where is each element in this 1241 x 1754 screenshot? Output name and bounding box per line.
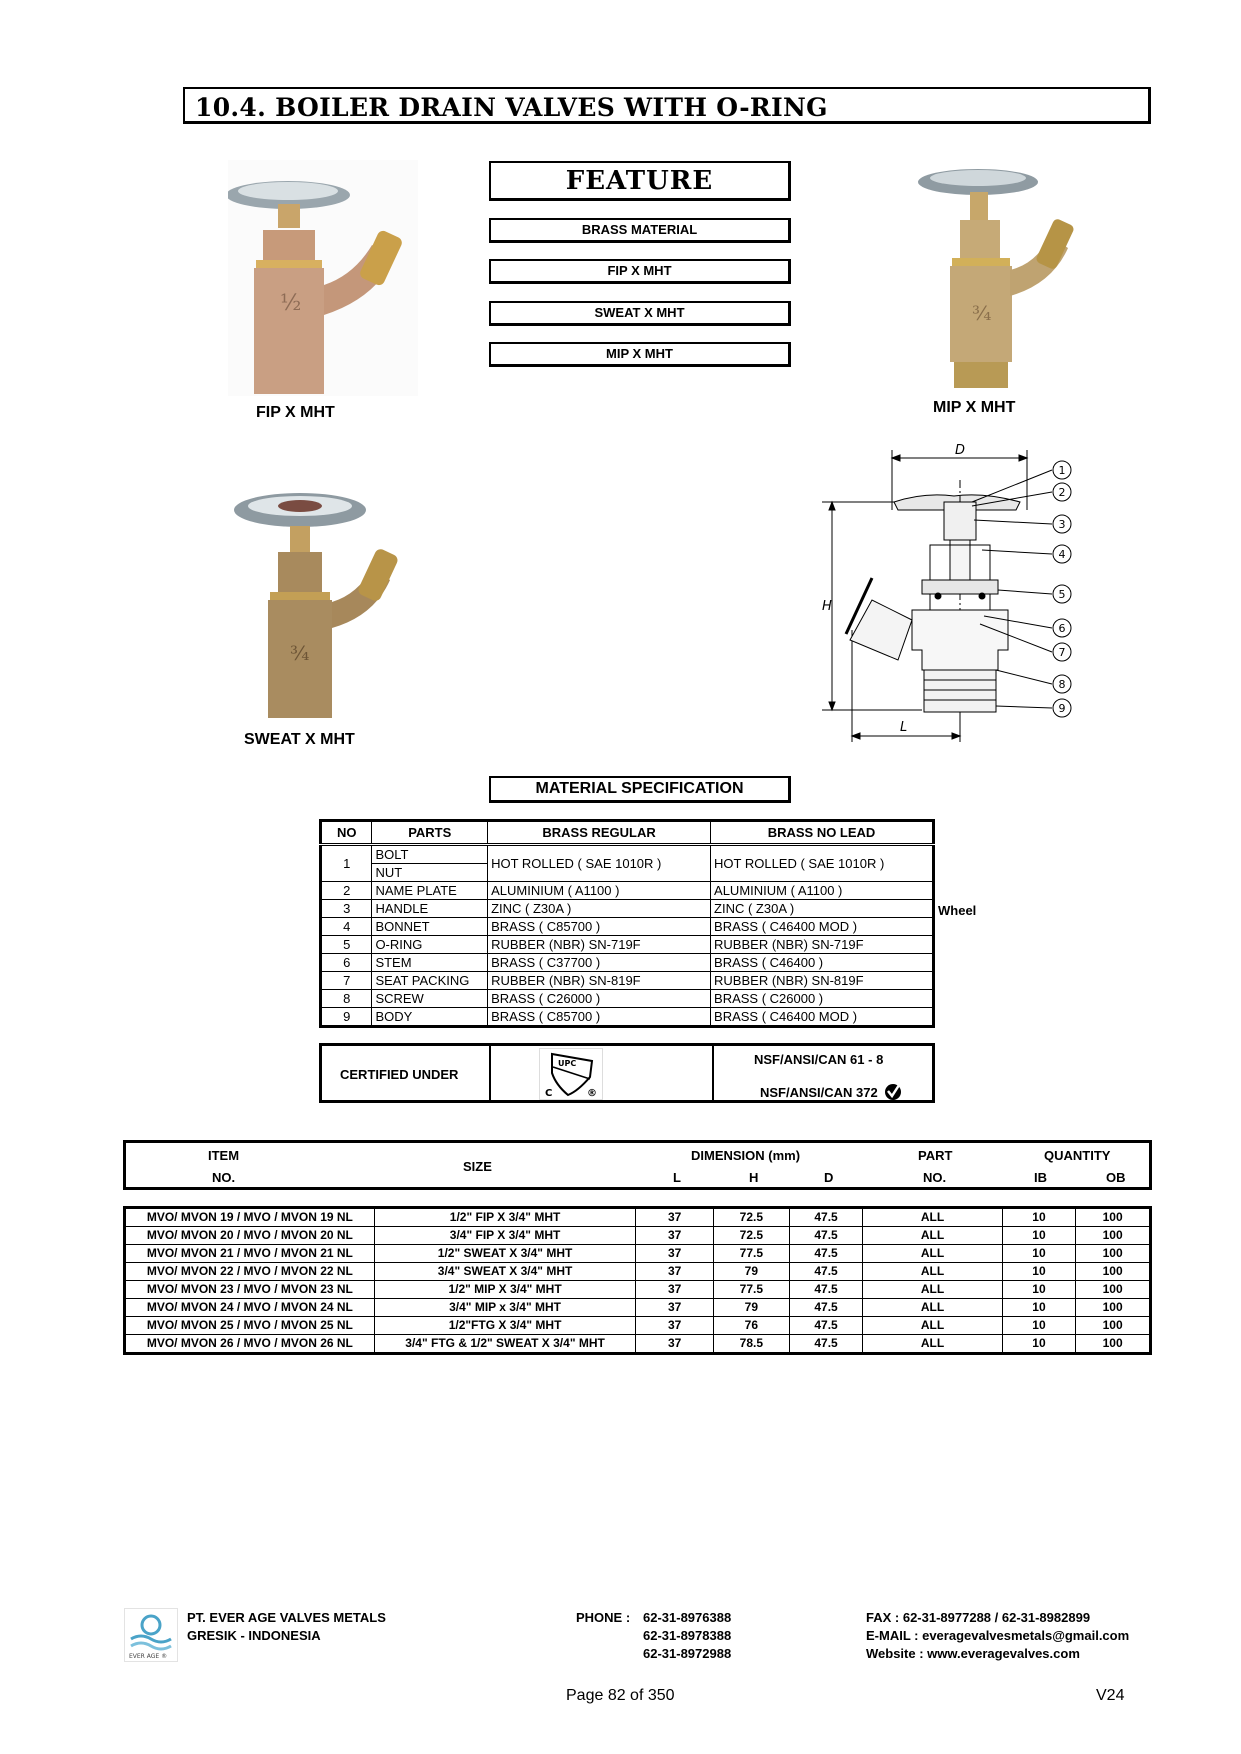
table-row: NUT bbox=[321, 864, 934, 882]
caption-sweat: SWEAT X MHT bbox=[244, 731, 355, 748]
valve-section-drawing bbox=[812, 440, 1082, 752]
sweat-valve-image bbox=[228, 480, 408, 720]
svg-text:3: 3 bbox=[1058, 518, 1066, 531]
divider bbox=[489, 1046, 491, 1100]
dimension-table-header bbox=[123, 1140, 1152, 1190]
header-h: H bbox=[749, 1170, 759, 1185]
header-item: ITEM bbox=[208, 1148, 240, 1163]
standard-nsf-372: NSF/ANSI/CAN 372 bbox=[760, 1081, 904, 1101]
ever-age-logo-icon bbox=[125, 1609, 177, 1661]
table-row: MVO/ MVON 22 / MVO / MVON 22 NL 3/4" SWEAT X 3/4" MHT 37 79 47.5 ALL 10 100 bbox=[125, 1263, 1151, 1281]
table-row: MVO/ MVON 26 / MVO / MVON 26 NL 3/4" FTG & 1/2" SWEAT X 3/4" MHT 37 78.5 47.5 ALL 10 100 bbox=[125, 1335, 1151, 1354]
table-row: 7 SEAT PACKING RUBBER (NBR) SN-819F RUBBER (NBR) SN-819F bbox=[321, 972, 934, 990]
header-dimension: DIMENSION (mm) bbox=[691, 1148, 801, 1163]
company-location: GRESIK - INDONESIA bbox=[187, 1628, 321, 1643]
company-logo bbox=[124, 1608, 178, 1662]
company-name: PT. EVER AGE VALVES METALS bbox=[187, 1610, 386, 1625]
svg-text:D: D bbox=[955, 443, 966, 458]
col-parts: PARTS bbox=[372, 821, 488, 845]
table-row: 4 BONNET BRASS ( C85700 ) BRASS ( C46400 MOD ) bbox=[321, 918, 934, 936]
certification-box bbox=[319, 1043, 935, 1103]
table-row: MVO/ MVON 25 / MVO / MVON 25 NL 1/2"FTG X 3/4" MHT 37 76 47.5 ALL 10 100 bbox=[125, 1317, 1151, 1335]
svg-text:8: 8 bbox=[1058, 678, 1066, 691]
phone-3: 62-31-8972988 bbox=[643, 1646, 732, 1661]
photo-fip-valve bbox=[228, 160, 418, 396]
col-brass-no-lead: BRASS NO LEAD bbox=[711, 821, 934, 845]
website-link[interactable]: Website : www.everagevalves.com bbox=[866, 1646, 1080, 1661]
version-label: V24 bbox=[1096, 1687, 1125, 1704]
header-ob: OB bbox=[1106, 1170, 1126, 1185]
header-quantity: QUANTITY bbox=[1044, 1148, 1111, 1163]
table-row: MVO/ MVON 19 / MVO / MVON 19 NL 1/2" FIP X 3/4" MHT 37 72.5 47.5 ALL 10 100 bbox=[125, 1208, 1151, 1227]
table-row: MVO/ MVON 20 / MVO / MVON 20 NL 3/4" FIP X 3/4" MHT 37 72.5 47.5 ALL 10 100 bbox=[125, 1227, 1151, 1245]
table-row: 3 HANDLE ZINC ( Z30A ) ZINC ( Z30A ) bbox=[321, 900, 934, 918]
table-row: 8 SCREW BRASS ( C26000 ) BRASS ( C26000 ) bbox=[321, 990, 934, 1008]
caption-fip: FIP X MHT bbox=[256, 404, 335, 421]
svg-text:6: 6 bbox=[1058, 622, 1066, 635]
technical-drawing bbox=[812, 440, 1082, 752]
svg-text:4: 4 bbox=[1058, 548, 1066, 561]
material-spec-heading: MATERIAL SPECIFICATION bbox=[489, 776, 791, 803]
svg-text:½: ½ bbox=[280, 291, 302, 316]
header-item-no: NO. bbox=[212, 1170, 236, 1185]
svg-text:H: H bbox=[822, 599, 832, 614]
svg-text:9: 9 bbox=[1058, 702, 1066, 715]
fip-valve-image bbox=[228, 160, 418, 396]
svg-text:C: C bbox=[545, 1088, 553, 1099]
upc-logo bbox=[539, 1048, 603, 1100]
photo-mip-valve bbox=[910, 160, 1075, 392]
feature-item-fip-x-mht: FIP X MHT bbox=[489, 259, 791, 284]
feature-item-brass-material: BRASS MATERIAL bbox=[489, 218, 791, 243]
checkmark-icon bbox=[884, 1081, 904, 1101]
svg-text:L: L bbox=[900, 720, 908, 735]
header-ib: IB bbox=[1034, 1170, 1047, 1185]
svg-text:5: 5 bbox=[1058, 588, 1066, 601]
standard-nsf-61: NSF/ANSI/CAN 61 - 8 bbox=[754, 1052, 884, 1067]
table-row: MVO/ MVON 24 / MVO / MVON 24 NL 3/4" MIP x 3/4" MHT 37 79 47.5 ALL 10 100 bbox=[125, 1299, 1151, 1317]
page-number: Page 82 of 350 bbox=[566, 1687, 675, 1704]
phone-2: 62-31-8978388 bbox=[643, 1628, 732, 1643]
phone-1: 62-31-8976388 bbox=[643, 1610, 732, 1625]
col-brass-regular: BRASS REGULAR bbox=[488, 821, 711, 845]
header-l: L bbox=[673, 1170, 681, 1185]
mip-valve-image bbox=[910, 160, 1075, 392]
table-row: MVO/ MVON 21 / MVO / MVON 21 NL 1/2" SWEAT X 3/4" MHT 37 77.5 47.5 ALL 10 100 bbox=[125, 1245, 1151, 1263]
svg-text:UPC: UPC bbox=[558, 1059, 577, 1068]
table-row: 2 NAME PLATE ALUMINIUM ( A1100 ) ALUMINIUM ( A1100 ) bbox=[321, 882, 934, 900]
feature-heading-box bbox=[489, 161, 791, 201]
fax: FAX : 62-31-8977288 / 62-31-8982899 bbox=[866, 1610, 1091, 1625]
svg-text:EVER AGE ®: EVER AGE ® bbox=[129, 1653, 168, 1660]
feature-heading: FEATURE bbox=[565, 166, 714, 196]
svg-text:1: 1 bbox=[1058, 464, 1066, 477]
header-size: SIZE bbox=[463, 1159, 492, 1174]
svg-text:®: ® bbox=[587, 1088, 597, 1099]
svg-text:7: 7 bbox=[1058, 646, 1066, 659]
table-row: 9 BODY BRASS ( C85700 ) BRASS ( C46400 MOD ) bbox=[321, 1008, 934, 1027]
photo-sweat-valve bbox=[228, 480, 408, 720]
feature-item-mip-x-mht: MIP X MHT bbox=[489, 342, 791, 367]
header-part-no: NO. bbox=[923, 1170, 947, 1185]
svg-text:¾: ¾ bbox=[290, 641, 310, 665]
side-note-wheel: Wheel bbox=[938, 903, 977, 918]
table-row: MVO/ MVON 23 / MVO / MVON 23 NL 1/2" MIP X 3/4" MHT 37 77.5 47.5 ALL 10 100 bbox=[125, 1281, 1151, 1299]
dimension-table bbox=[123, 1206, 1152, 1355]
caption-mip: MIP X MHT bbox=[933, 399, 1016, 416]
email-link[interactable]: E-MAIL : everagevalvesmetals@gmail.com bbox=[866, 1628, 1130, 1643]
certified-under-label: CERTIFIED UNDER bbox=[340, 1067, 459, 1082]
divider bbox=[712, 1046, 714, 1100]
svg-text:2: 2 bbox=[1058, 486, 1066, 499]
section-title-box bbox=[183, 87, 1151, 124]
header-part: PART bbox=[918, 1148, 953, 1163]
upc-shield-icon bbox=[540, 1049, 602, 1099]
table-row: 5 O-RING RUBBER (NBR) SN-719F RUBBER (NBR) SN-719F bbox=[321, 936, 934, 954]
table-row: 1 BOLT HOT ROLLED ( SAE 1010R ) HOT ROLLED ( SAE 1010R ) bbox=[321, 845, 934, 864]
section-title: 10.4. BOILER DRAIN VALVES WITH O-RING bbox=[195, 93, 828, 122]
header-d: D bbox=[824, 1170, 834, 1185]
material-spec-table bbox=[319, 819, 935, 1028]
col-no: NO bbox=[321, 821, 372, 845]
svg-text:¾: ¾ bbox=[972, 301, 992, 325]
feature-item-sweat-x-mht: SWEAT X MHT bbox=[489, 301, 791, 326]
material-table-header bbox=[321, 821, 934, 845]
phone-label: PHONE : bbox=[576, 1610, 631, 1625]
table-row: 6 STEM BRASS ( C37700 ) BRASS ( C46400 ) bbox=[321, 954, 934, 972]
